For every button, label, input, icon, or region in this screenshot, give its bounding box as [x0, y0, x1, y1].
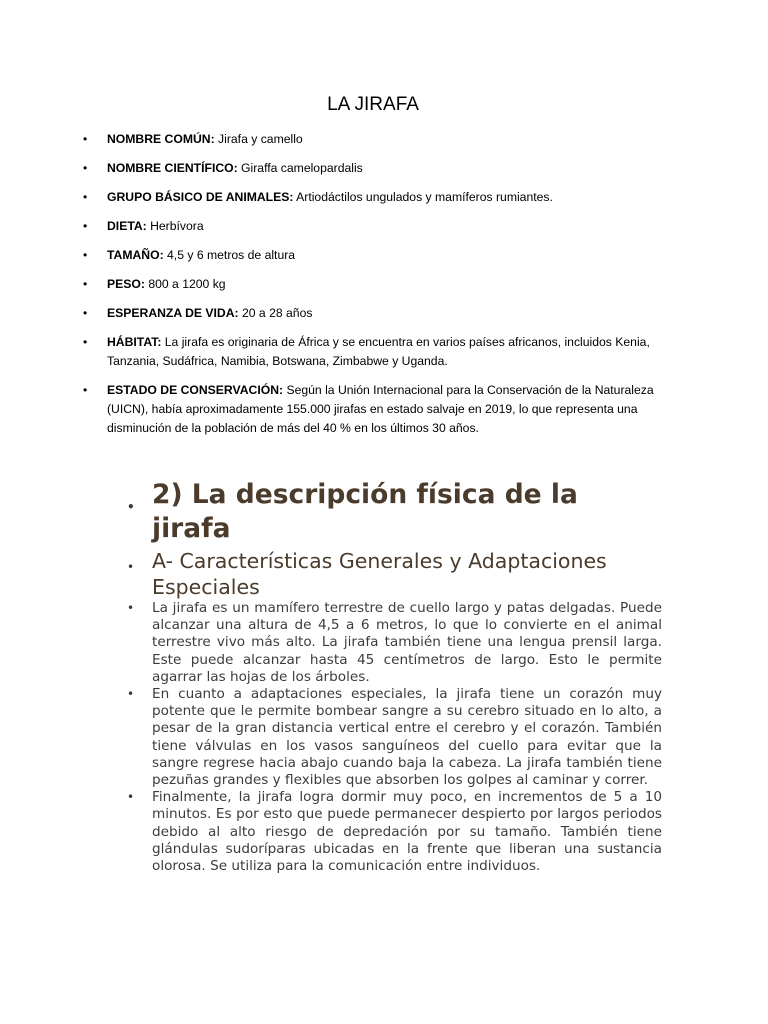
- paragraph-general: • La jirafa es un mamífero terrestre de cuello largo y patas delgadas. Puede alcanzar una altura de 4,5 a 6 metros, lo que lo convierte en el animal terrestre vivo más alto. La jirafa también tiene una lengua prensil larga. Este puede alcanzar hasta 45 centímetros de largo. Esto le permite agarrar las hojas de los árboles.: [0, 600, 768, 686]
- fact-value: Artiodáctilos ungulados y mamíferos rumiantes.: [293, 190, 553, 204]
- fact-value: Herbívora: [146, 219, 204, 233]
- paragraph-adaptations: • En cuanto a adaptaciones especiales, la jirafa tiene un corazón muy potente que le permite bombear sangre a su cerebro situado en lo alto, a pesar de la gran distancia vertical entre el cerebro y el corazón. También tiene válvulas en los vasos sanguíneos del cuello para evitar que la sangre regrese hacia abajo cuando baja la cabeza. La jirafa también tiene pezuñas grandes y flexibles que absorben los golpes al caminar y correr.: [0, 686, 768, 789]
- fact-life-expectancy: [0, 304, 768, 323]
- fact-label: ESPERANZA DE VIDA:: [107, 306, 239, 320]
- fact-label: ESTADO DE CONSERVACIÓN:: [107, 383, 284, 397]
- fact-diet: [0, 217, 768, 236]
- section-heading: • 2) La descripción física de la jirafa: [0, 478, 768, 546]
- fact-value: Según la Unión Internacional para la Conservación de la Naturaleza (UICN), había aproximadamente 155.000 jirafas en estado salvaje en 2019, lo que representa una disminución de la población de más del 40 % en los últimos 30 años.: [107, 383, 654, 435]
- physical-description-section: [0, 478, 768, 875]
- fact-value: Jirafa y camello: [214, 132, 303, 146]
- fact-value: La jirafa es originaria de África y se encuentra en varios países africanos, incluidos Kenia, Tanzania, Sudáfrica, Namibia, Botswana, Zimbabwe y Uganda.: [107, 335, 650, 368]
- fact-animal-group: [0, 188, 768, 207]
- page-title: LA JIRAFA: [327, 94, 419, 115]
- fact-size: [0, 246, 768, 265]
- fact-habitat: [0, 333, 768, 371]
- section-subheading: • A- Características Generales y Adaptaciones Especiales: [0, 548, 768, 600]
- fact-value: 800 a 1200 kg: [144, 277, 226, 291]
- fact-label: PESO:: [107, 277, 145, 291]
- fact-conservation-status: [0, 381, 768, 438]
- paragraph-sleep: • Finalmente, la jirafa logra dormir muy poco, en incrementos de 5 a 10 minutos. Es por esto que puede permanecer despierto por largos periodos debido al alto riesgo de depredación por su tamaño. También tiene glándulas sudoríparas ubicadas en la frente que liberan una sustancia olorosa. Se utiliza para la comunicación entre individuos.: [0, 789, 768, 875]
- fact-label: NOMBRE COMÚN:: [107, 132, 215, 146]
- fact-value: 4,5 y 6 metros de altura: [163, 248, 296, 262]
- fact-label: HÁBITAT:: [107, 335, 162, 349]
- fact-label: GRUPO BÁSICO DE ANIMALES:: [107, 190, 294, 204]
- fact-label: TAMAÑO:: [107, 248, 164, 262]
- fact-common-name: [0, 130, 768, 149]
- fact-list: [0, 130, 768, 448]
- fact-value: 20 a 28 años: [238, 306, 313, 320]
- fact-weight: [0, 275, 768, 294]
- fact-label: NOMBRE CIENTÍFICO:: [107, 161, 238, 175]
- fact-label: DIETA:: [107, 219, 147, 233]
- fact-value: Giraffa camelopardalis: [237, 161, 363, 175]
- fact-scientific-name: [0, 159, 768, 178]
